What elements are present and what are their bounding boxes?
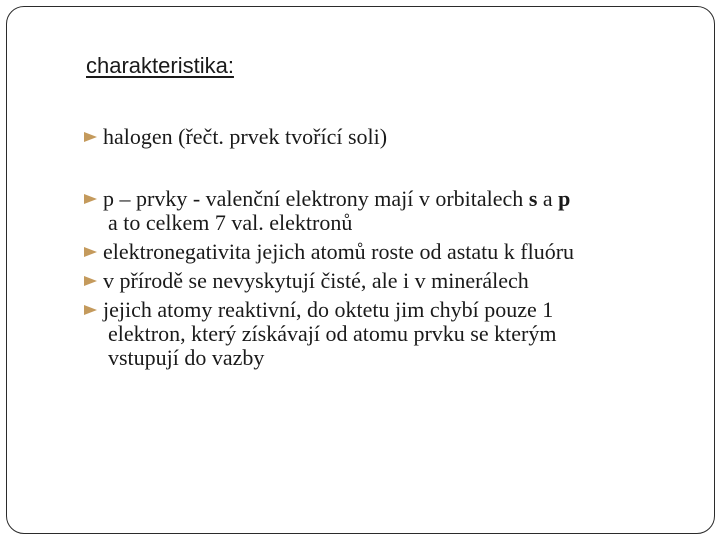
bullet-text-continuation: vstupují do vazby	[108, 345, 265, 370]
bullet-item	[84, 125, 387, 149]
bullet-text-continuation: elektron, který získávají od atomu prvku se kterým	[108, 321, 557, 346]
orbital-p: p	[558, 186, 571, 211]
bullet-arrow-icon	[84, 247, 97, 257]
bullet-arrow-icon	[84, 132, 97, 142]
bullet-text: elektronegativita jejich atomů roste od astatu k fluóru	[103, 239, 575, 264]
slide-frame	[6, 6, 715, 534]
bullet-arrow-icon	[84, 305, 97, 315]
bullet-item	[84, 269, 529, 293]
bullet-item	[84, 298, 556, 370]
orbital-s: s	[528, 186, 538, 211]
bullet-text-connector: a	[537, 186, 559, 211]
bullet-text: halogen (řečt. prvek tvořící soli)	[103, 124, 388, 149]
bullet-item	[84, 240, 574, 264]
bullet-text-continuation: a to celkem 7 val. elektronů	[108, 210, 353, 235]
bullet-text: v přírodě se nevyskytují čisté, ale i v minerálech	[103, 268, 529, 293]
bullet-text: jejich atomy reaktivní, do oktetu jim chybí pouze 1	[103, 297, 554, 322]
bullet-arrow-icon	[84, 276, 97, 286]
slide-title: charakteristika:	[86, 53, 234, 78]
bullet-text: p – prvky - valenční elektrony mají v orbitalech	[103, 186, 529, 211]
bullet-arrow-icon	[84, 194, 97, 204]
bullet-item	[84, 187, 570, 235]
